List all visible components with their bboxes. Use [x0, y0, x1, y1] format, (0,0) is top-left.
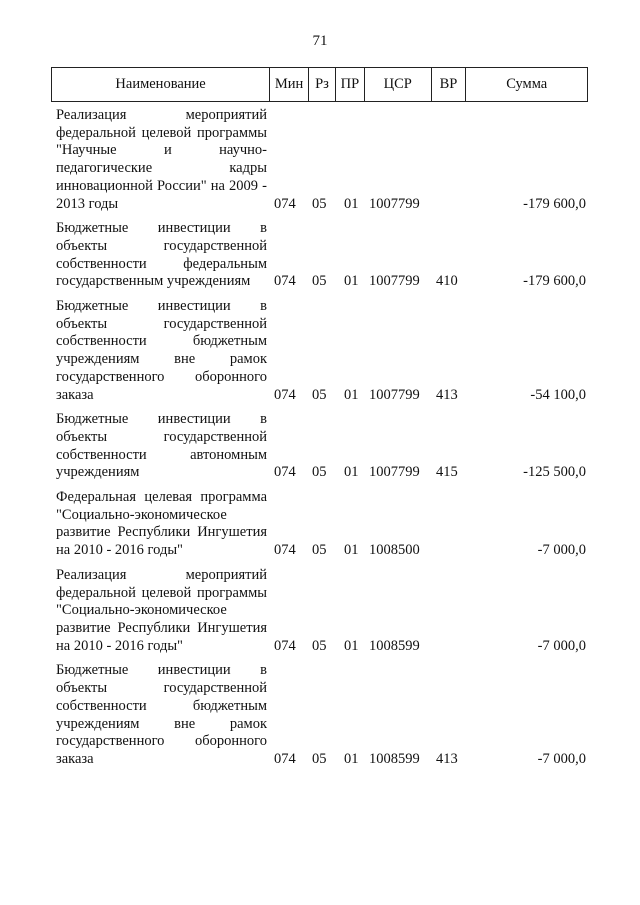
header-min: Мин — [270, 68, 309, 101]
row-sum: -179 600,0 — [523, 273, 586, 290]
row-csr: 1008599 — [369, 750, 420, 767]
row-min: 074 — [274, 637, 296, 654]
table-row — [51, 298, 588, 404]
header-sum: Сумма — [506, 76, 548, 92]
row-pr: 01 — [344, 637, 359, 654]
row-pr: 01 — [344, 750, 359, 767]
row-min: 074 — [274, 542, 296, 559]
row-name: Бюджетные инвестиции в объекты государственной собственности автономным учреждениям — [56, 411, 267, 481]
page-number: 71 — [312, 33, 328, 49]
row-csr: 1008599 — [369, 637, 420, 654]
table-row — [51, 107, 588, 213]
row-name: Бюджетные инвестиции в объекты государственной собственности бюджетным учреждениям вне рамок государственного оборонного заказа — [56, 662, 267, 767]
row-pr: 01 — [344, 195, 359, 212]
row-name: Реализация мероприятий федеральной целевой программы "Социально-экономическое развитие Республики Ингушетия на 2010 - 2016 годы" — [56, 566, 267, 654]
row-rz: 05 — [312, 464, 327, 481]
row-csr: 1007799 — [369, 464, 420, 481]
table-row — [51, 411, 588, 482]
row-name: Реализация мероприятий федеральной целевой программы "Научные и научно-педагогические кадры инновационной России" на 2009 - 2013 годы — [56, 107, 267, 212]
header-rz: Рз — [309, 68, 336, 101]
header-csr: ЦСР — [365, 68, 432, 101]
row-min: 074 — [274, 273, 296, 290]
table-row — [51, 567, 588, 656]
row-name: Бюджетные инвестиции в объекты государственной собственности федеральным государственным учреждениям — [56, 220, 267, 290]
row-vr: 413 — [436, 386, 458, 403]
row-min: 074 — [274, 386, 296, 403]
row-vr: 415 — [436, 464, 458, 481]
table-body — [51, 102, 588, 769]
row-pr: 01 — [344, 464, 359, 481]
row-sum: -179 600,0 — [523, 195, 586, 212]
header-name: Наименование — [52, 68, 270, 101]
table-row — [51, 662, 588, 768]
row-rz: 05 — [312, 542, 327, 559]
header-pr: ПР — [336, 68, 365, 101]
header-vr: ВР — [432, 68, 467, 101]
row-sum: -125 500,0 — [523, 464, 586, 481]
row-csr: 1007799 — [369, 195, 420, 212]
row-pr: 01 — [344, 542, 359, 559]
row-pr: 01 — [344, 386, 359, 403]
table-row — [51, 489, 588, 560]
row-name: Бюджетные инвестиции в объекты государственной собственности бюджетным учреждениям вне рамок государственного оборонного заказа — [56, 298, 267, 403]
row-pr: 01 — [344, 273, 359, 290]
row-csr: 1007799 — [369, 273, 420, 290]
table-header — [51, 67, 588, 102]
row-min: 074 — [274, 750, 296, 767]
row-name: Федеральная целевая программа "Социально-экономическое развитие Республики Ингушетия на 2010 - 2016 годы" — [56, 489, 267, 559]
row-min: 074 — [274, 195, 296, 212]
row-rz: 05 — [312, 750, 327, 767]
row-sum: -7 000,0 — [537, 637, 586, 654]
row-sum: -54 100,0 — [530, 386, 586, 403]
row-rz: 05 — [312, 386, 327, 403]
row-vr: 413 — [436, 750, 458, 767]
row-rz: 05 — [312, 195, 327, 212]
row-sum: -7 000,0 — [537, 542, 586, 559]
row-csr: 1008500 — [369, 542, 420, 559]
table-row — [51, 220, 588, 291]
row-vr: 410 — [436, 273, 458, 290]
row-min: 074 — [274, 464, 296, 481]
row-sum: -7 000,0 — [537, 750, 586, 767]
row-rz: 05 — [312, 273, 327, 290]
row-rz: 05 — [312, 637, 327, 654]
row-csr: 1007799 — [369, 386, 420, 403]
